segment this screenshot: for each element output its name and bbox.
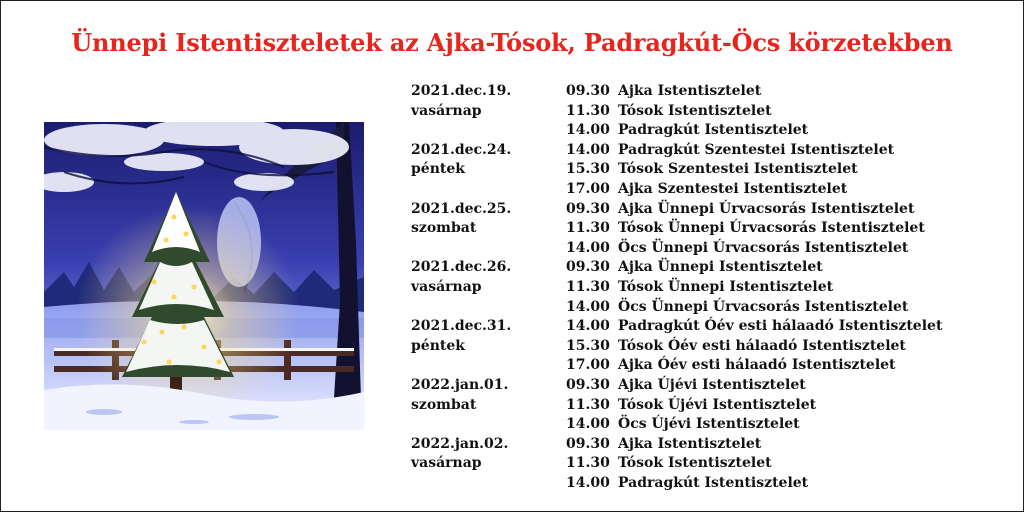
schedule-weekday: vasárnap	[411, 455, 482, 471]
service-entry	[566, 278, 833, 297]
service-entry	[566, 141, 894, 160]
service-time: 14.00	[566, 122, 610, 138]
service-name: Öcs Újévi Istentisztelet	[618, 416, 800, 432]
service-name: Padragkút Istentisztelet	[618, 475, 809, 491]
service-entry	[566, 82, 761, 101]
schedule-date: 2021.dec.19.	[411, 83, 512, 99]
service-time: 09.30	[566, 377, 610, 393]
service-name: Ajka Istentisztelet	[618, 436, 762, 452]
service-time: 15.30	[566, 161, 610, 177]
service-name: Tósok Újévi Istentisztelet	[618, 397, 817, 413]
service-time: 09.30	[566, 259, 610, 275]
service-entry	[566, 337, 906, 356]
service-time: 17.00	[566, 181, 610, 197]
schedule-date: 2022.jan.02.	[411, 436, 509, 452]
winter-tree-photo	[44, 122, 364, 430]
service-name: Ajka Szentestei Istentisztelet	[618, 181, 848, 197]
schedule-weekday: péntek	[411, 161, 465, 177]
service-entry	[566, 121, 808, 140]
service-entry	[566, 396, 816, 415]
service-entry	[566, 239, 908, 258]
schedule-weekday: szombat	[411, 397, 477, 413]
service-time: 14.00	[566, 142, 610, 158]
service-name: Ajka Óév esti hálaadó Istentisztelet	[618, 357, 896, 373]
schedule-weekday: péntek	[411, 338, 465, 354]
service-name: Tósok Szentestei Istentisztelet	[618, 161, 858, 177]
service-name: Tósok Ünnepi Úrvacsorás Istentisztelet	[618, 220, 925, 236]
service-name: Padragkút Istentisztelet	[618, 122, 809, 138]
service-entry	[566, 180, 847, 199]
schedule-date: 2022.jan.01.	[411, 377, 509, 393]
service-time: 11.30	[566, 103, 610, 119]
service-name: Öcs Ünnepi Úrvacsorás Istentisztelet	[618, 240, 909, 256]
service-name: Ajka Ünnepi Úrvacsorás Istentisztelet	[618, 201, 915, 217]
service-name: Tósok Istentisztelet	[618, 455, 772, 471]
service-time: 11.30	[566, 455, 610, 471]
service-name: Tósok Ünnepi Istentisztelet	[618, 279, 834, 295]
schedule-weekday: vasárnap	[411, 279, 482, 295]
page-title: Ünnepi Istentiszteletek az Ajka-Tósok, Padragkút-Öcs körzetekben	[71, 28, 953, 57]
schedule-date: 2021.dec.31.	[411, 318, 512, 334]
service-entry	[566, 415, 800, 434]
service-entry	[566, 376, 806, 395]
service-time: 15.30	[566, 338, 610, 354]
service-entry	[566, 356, 896, 375]
service-name: Tósok Istentisztelet	[618, 103, 772, 119]
service-entry	[566, 258, 823, 277]
service-name: Ajka Ünnepi Istentisztelet	[618, 259, 823, 275]
service-time: 09.30	[566, 201, 610, 217]
service-time: 14.00	[566, 318, 610, 334]
schedule-date: 2021.dec.26.	[411, 259, 512, 275]
service-time: 14.00	[566, 416, 610, 432]
schedule-date: 2021.dec.25.	[411, 201, 512, 217]
service-time: 14.00	[566, 299, 610, 315]
service-entry	[566, 219, 925, 238]
service-entry	[566, 102, 772, 121]
service-time: 11.30	[566, 220, 610, 236]
service-entry	[566, 298, 908, 317]
service-time: 17.00	[566, 357, 610, 373]
service-entry	[566, 454, 772, 473]
service-time: 09.30	[566, 436, 610, 452]
service-entry	[566, 474, 808, 493]
service-time: 14.00	[566, 475, 610, 491]
service-name: Tósok Óév esti hálaadó Istentisztelet	[618, 338, 906, 354]
schedule-date: 2021.dec.24.	[411, 142, 512, 158]
service-name: Ajka Újévi Istentisztelet	[618, 377, 806, 393]
service-name: Öcs Ünnepi Úrvacsorás Istentisztelet	[618, 299, 909, 315]
service-time: 11.30	[566, 397, 610, 413]
service-time: 14.00	[566, 240, 610, 256]
service-entry	[566, 160, 858, 179]
service-name: Padragkút Óév esti hálaadó Istentisztelet	[618, 318, 943, 334]
schedule-weekday: szombat	[411, 220, 477, 236]
service-entry	[566, 200, 914, 219]
service-time: 09.30	[566, 83, 610, 99]
service-name: Padragkút Szentestei Istentisztelet	[618, 142, 895, 158]
service-time: 11.30	[566, 279, 610, 295]
service-name: Ajka Istentisztelet	[618, 83, 762, 99]
service-entry	[566, 435, 761, 454]
schedule-weekday: vasárnap	[411, 103, 482, 119]
service-entry	[566, 317, 942, 336]
